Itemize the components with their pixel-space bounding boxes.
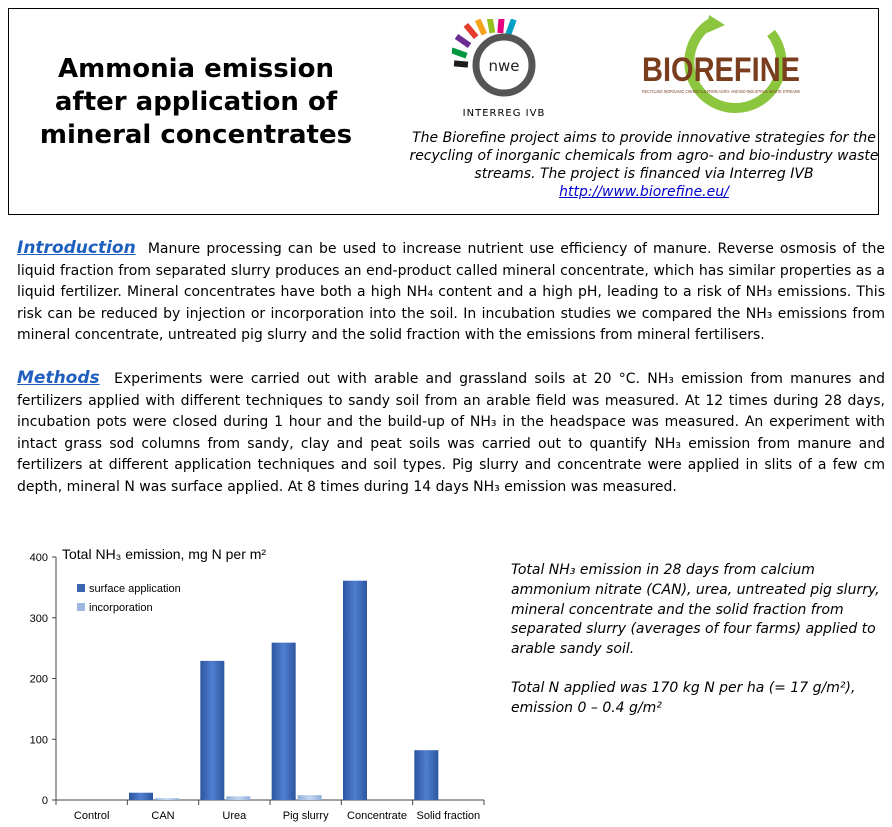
biorefine-logo-text: BIOREFINE [642,51,800,89]
bar-incorporation [226,796,250,800]
title-line-1: Ammonia emission [57,54,335,84]
bar-incorporation [155,798,179,800]
legend-label: surface application [89,583,181,595]
poster-title [9,53,383,152]
biorefine-tagline: RECYCLING INORGANIC CHEMICALS FROM AGRO- AND BIO-INDUSTRIAL WASTE STREAMS [642,89,801,94]
title-line-2: after application of [54,87,338,117]
introduction-section [17,238,885,347]
bar-incorporation [298,795,322,800]
project-link[interactable]: http://www.biorefine.eu/ [559,184,729,200]
x-tick-label: Solid fraction [416,810,481,822]
biorefine-logo [621,15,811,123]
legend-label: incorporation [89,602,153,614]
methods-body: Experiments were carried out with arable and grassland soils at 20 °C. NH₃ emission from manures and fertilizers applied with different techniques to sandy soil from an arable field was measured. At 12 times during 28 days, incubation pots were closed during 1 hour and the build-up of NH₃ in the headspace was measured. An experiment with intact grass sod columns from sandy, clay and peat soils was carried out to quantify NH₃ emission from manure and fertilizers at different application techniques and soil types. Pig slurry and concentrate were applied in slits of a few cm depth, mineral N was surface applied. At 8 times during 14 days NH₃ emission was measured. [17,371,886,495]
project-text: The Biorefine project aims to provide innovative strategies for the recycling of inorganic chemicals from agro- and bio-industry waste streams. The project is financed via Interreg IVB [409,130,879,182]
introduction-heading: Introduction [17,238,136,258]
nwe-logo-text: nwe [488,57,520,75]
introduction-body: Manure processing can be used to increase nutrient use efficiency of manure. Reverse osmosis of the liquid fraction from separated slurry produces an end-product called mineral concentrate, which has similar properties as a liquid fertilizer. Mineral concentrates have both a high NH₄ content and a high pH, leading to a risk of NH₃ emissions. This risk can be reduced by injection or incorporation into the soil. In incubation studies we compared the NH₃ emissions from mineral concentrate, untreated pig slurry and the solid fraction with the emissions from mineral fertilisers. [17,241,885,344]
nwe-logo [452,19,552,101]
x-tick-label: Concentrate [347,810,407,822]
methods-section [17,368,885,499]
legend-swatch [77,584,85,592]
bar-surface-application [129,793,153,800]
x-tick-label: Control [73,810,110,822]
bar-surface-application [343,581,367,800]
header-box [8,8,879,215]
y-tick-label: 400 [29,552,48,564]
y-tick-label: 300 [29,612,48,625]
y-tick-label: 100 [29,734,48,747]
x-tick-label: Pig slurry [282,810,329,822]
methods-heading: Methods [17,368,100,388]
x-tick-label: CAN [151,810,175,822]
y-tick-label: 200 [29,673,48,686]
x-tick-label: Urea [222,810,247,822]
caption-paragraph-2: Total N applied was 170 kg N per ha (= 17 g/m²), emission 0 – 0.4 g/m² [511,679,856,716]
y-tick-label: 0 [41,795,48,807]
bar-surface-application [200,661,224,800]
nwe-caption: INTERREG IVB [462,108,546,119]
chart-title: Total NH₃ emission, mg N per m² [62,546,267,562]
legend-swatch [77,603,85,611]
title-line-3: mineral concentrates [39,120,353,150]
caption-paragraph-1: Total NH₃ emission in 28 days from calcium ammonium nitrate (CAN), urea, untreated pig slurry, mineral concentrate and the solid fraction from separated slurry (averages of four farms) applied to arable sandy soil. [511,562,880,658]
bar-surface-application [414,750,438,800]
emission-bar-chart [0,535,495,827]
figure-caption [511,561,886,719]
bar-surface-application [272,643,296,800]
project-description [404,129,884,201]
